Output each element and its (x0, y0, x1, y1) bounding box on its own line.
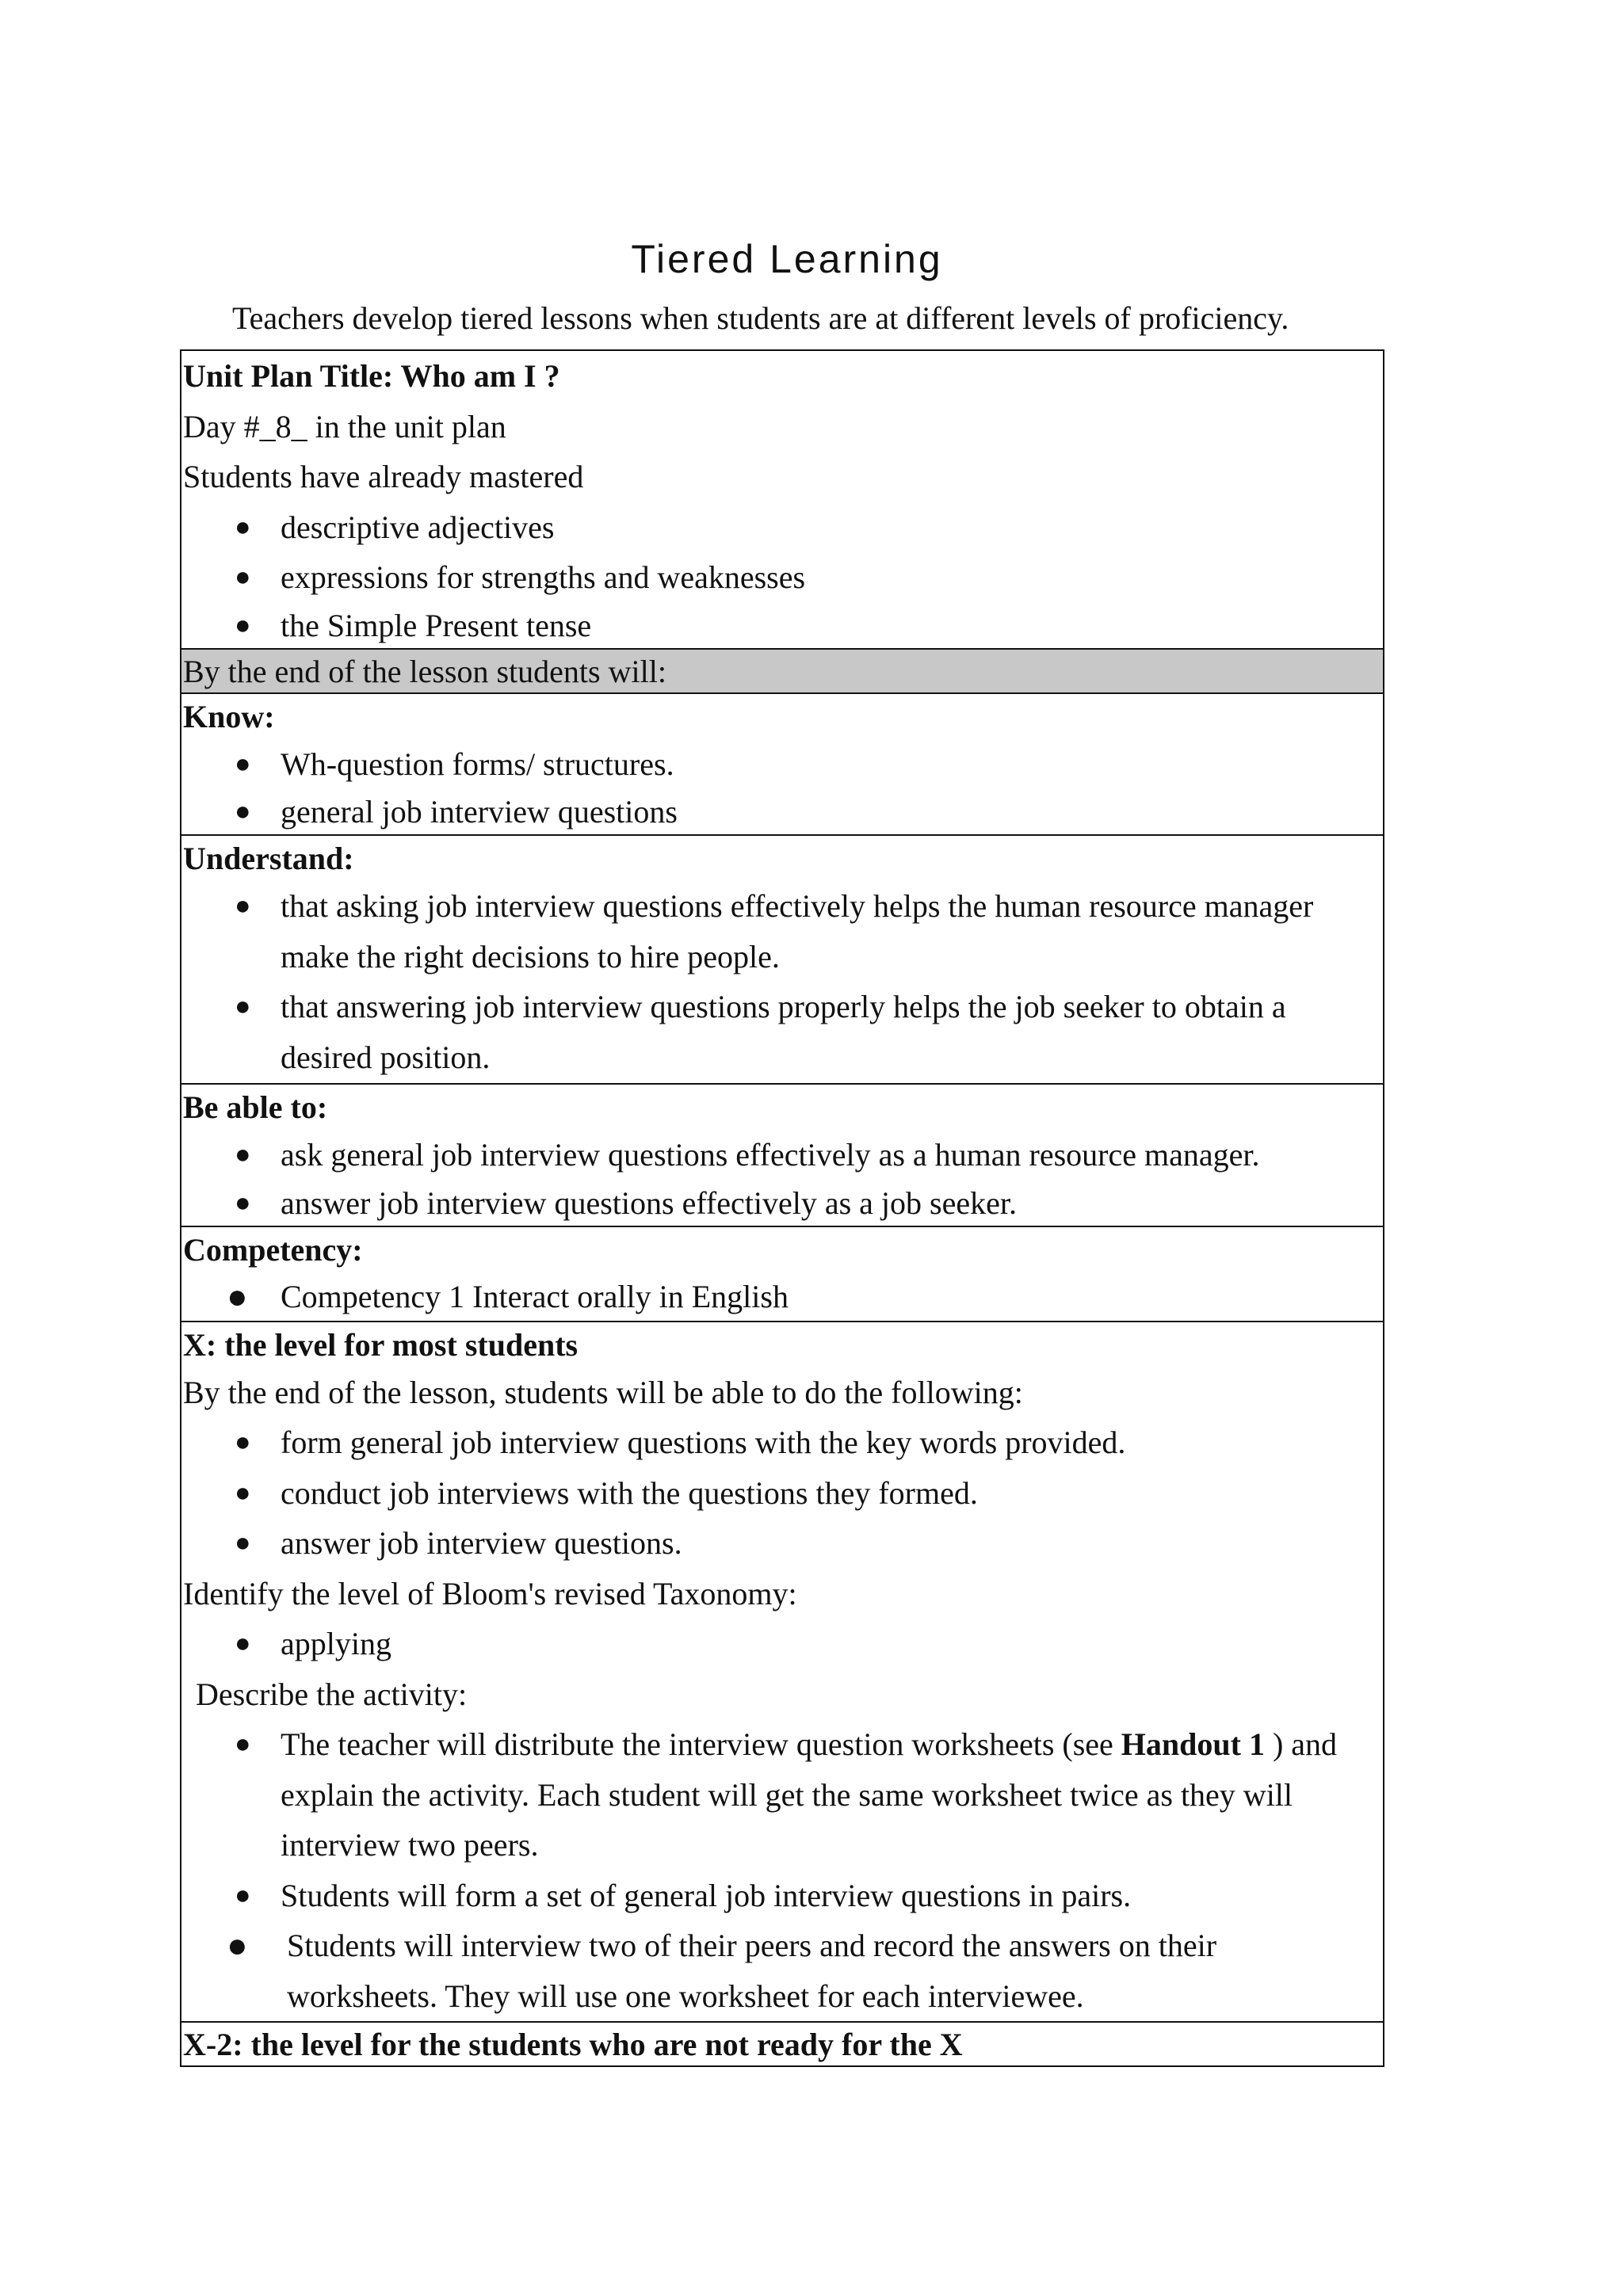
bullet-icon: ● (235, 1880, 251, 1910)
competency-section (181, 1226, 1383, 1321)
list-item: ● The teacher will distribute the interview question worksheets (see Handout 1 ) and explain the activity. Each student will get the same worksheet twice as they will interview two peers. (181, 1719, 1383, 1871)
page-title: Tiered Learning (631, 237, 943, 281)
level-x-section (181, 1321, 1383, 2022)
know-section (181, 692, 1383, 835)
know-label: Know: (183, 698, 275, 734)
list-item: ● general job interview questions (181, 789, 1383, 834)
unit-info-section (181, 351, 1383, 648)
list-item: ● conduct job interviews with the questions they formed. (181, 1468, 1383, 1519)
handout-reference: Handout 1 (1121, 1726, 1265, 1762)
bullet-icon: ● (227, 1926, 248, 1965)
list-item: ● ask general job interview questions effectively as a human resource manager. (181, 1130, 1383, 1180)
bullet-icon: ● (235, 891, 251, 921)
list-item: ● answer job interview questions effectively as a job seeker. (181, 1180, 1383, 1226)
list-item: ● form general job interview questions with the key words provided. (181, 1417, 1383, 1468)
bullet-icon: ● (235, 1478, 251, 1508)
understand-section (181, 834, 1383, 1083)
bullet-icon: ● (235, 1528, 251, 1558)
bullet-icon: ● (235, 1140, 251, 1169)
level-x2-label: X-2: the level for the students who are not ready for the X (183, 2027, 963, 2062)
understand-label: Understand: (183, 841, 354, 876)
list-item: ● the Simple Present tense (181, 603, 1383, 648)
bullet-icon: ● (235, 512, 251, 542)
list-item: ● answer job interview questions. (181, 1518, 1383, 1569)
activity-label: Describe the activity: (196, 1676, 468, 1712)
bullet-icon: ● (235, 992, 251, 1021)
list-item: ● Students will form a set of general job interview questions in pairs. (181, 1871, 1383, 1921)
be-able-section (181, 1083, 1383, 1226)
list-item: ● applying (181, 1619, 1383, 1669)
unit-plan-table (180, 349, 1384, 2067)
level-x-label: X: the level for most students (183, 1326, 579, 1363)
intro-text: Teachers develop tiered lessons when students are at different levels of proficiency. (232, 300, 1289, 336)
list-item: ● that answering job interview questions properly helps the job seeker to obtain a desired position. (181, 982, 1383, 1083)
mastered-label: Students have already mastered (183, 459, 584, 494)
be-able-label: Be able to: (183, 1089, 328, 1125)
objectives-header-section (181, 648, 1383, 692)
list-item: ● that asking job interview questions effectively helps the human resource manager make the right decisions to hire people. (181, 881, 1383, 982)
day-line: Day #_8_ in the unit plan (183, 408, 506, 444)
list-item: ● Students will interview two of their peers and record the answers on their worksheets. They will use one worksheet for each interviewee. (181, 1920, 1383, 2021)
level-x-intro: By the end of the lesson, students will be able to do the following: (183, 1374, 1023, 1410)
bullet-icon: ● (235, 797, 251, 826)
list-item: ● expressions for strengths and weaknesses (181, 552, 1383, 603)
list-item: ● Wh-question forms/ structures. (181, 739, 1383, 790)
level-x2-section (181, 2021, 1383, 2065)
objectives-header: By the end of the lesson students will: (181, 650, 1383, 692)
bullet-icon: ● (235, 749, 251, 779)
list-item: ● descriptive adjectives (181, 502, 1383, 553)
bullet-icon: ● (235, 610, 251, 640)
bloom-label: Identify the level of Bloom's revised Taxonomy: (183, 1575, 797, 1611)
competency-label: Competency: (183, 1231, 363, 1268)
bullet-icon: ● (235, 1188, 251, 1218)
unit-plan-title: Unit Plan Title: Who am I ? (183, 358, 560, 394)
bullet-icon: ● (235, 1730, 251, 1759)
bullet-icon: ● (227, 1276, 248, 1316)
list-item: ● Competency 1 Interact orally in English (181, 1272, 1383, 1321)
bullet-icon: ● (235, 1629, 251, 1658)
bullet-icon: ● (235, 1428, 251, 1457)
bullet-icon: ● (235, 563, 251, 592)
